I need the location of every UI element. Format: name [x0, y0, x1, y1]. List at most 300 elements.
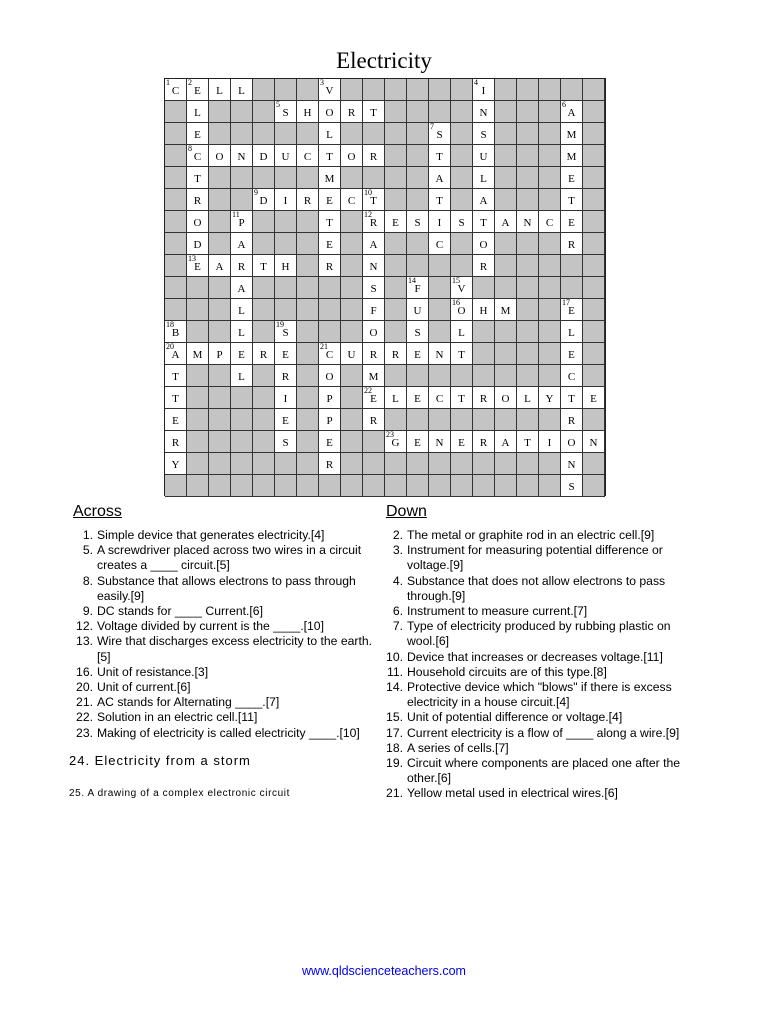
grid-cell[interactable] — [429, 211, 451, 233]
cell-letter: R — [479, 393, 488, 405]
grid-block — [451, 233, 473, 255]
grid-cell[interactable] — [363, 277, 385, 299]
grid-cell[interactable] — [473, 431, 495, 453]
clue-number: 17 — [562, 298, 570, 307]
grid-cell[interactable] — [473, 145, 495, 167]
grid-cell[interactable] — [561, 453, 583, 475]
grid-block — [297, 343, 319, 365]
grid-block — [165, 145, 187, 167]
grid-cell[interactable] — [561, 167, 583, 189]
grid-cell[interactable] — [363, 365, 385, 387]
grid-cell[interactable] — [187, 123, 209, 145]
grid-block — [297, 409, 319, 431]
grid-block — [341, 167, 363, 189]
clue-number-label: 13. — [76, 634, 93, 649]
grid-cell[interactable] — [451, 387, 473, 409]
grid-cell[interactable] — [473, 123, 495, 145]
grid-cell[interactable] — [363, 189, 385, 211]
grid-cell[interactable] — [187, 233, 209, 255]
grid-cell[interactable] — [363, 321, 385, 343]
grid-block — [363, 453, 385, 475]
grid-cell[interactable] — [407, 431, 429, 453]
grid-cell[interactable] — [231, 211, 253, 233]
grid-cell[interactable] — [319, 123, 341, 145]
cell-letter: H — [303, 107, 312, 119]
grid-cell[interactable] — [297, 189, 319, 211]
grid-cell[interactable] — [231, 145, 253, 167]
grid-cell[interactable] — [451, 343, 473, 365]
cell-letter: Y — [545, 393, 554, 405]
clue-text: DC stands for ____ Current.[6] — [97, 604, 263, 619]
grid-cell[interactable] — [319, 79, 341, 101]
grid-cell[interactable] — [473, 299, 495, 321]
grid-cell[interactable] — [231, 343, 253, 365]
cell-letter: T — [370, 195, 377, 207]
cell-letter: H — [479, 305, 488, 317]
grid-block — [341, 475, 363, 497]
grid-block — [385, 145, 407, 167]
grid-block — [583, 475, 605, 497]
grid-cell[interactable] — [583, 431, 605, 453]
grid-cell[interactable] — [297, 145, 319, 167]
grid-cell[interactable] — [187, 343, 209, 365]
grid-cell[interactable] — [165, 409, 187, 431]
grid-cell[interactable] — [473, 211, 495, 233]
grid-block — [275, 123, 297, 145]
grid-cell[interactable] — [561, 387, 583, 409]
grid-block — [209, 101, 231, 123]
grid-block — [297, 167, 319, 189]
cell-letter: T — [370, 107, 377, 119]
grid-cell[interactable] — [319, 233, 341, 255]
grid-cell[interactable] — [187, 211, 209, 233]
grid-cell[interactable] — [319, 387, 341, 409]
grid-block — [539, 255, 561, 277]
clue-item — [76, 680, 376, 695]
grid-block — [297, 431, 319, 453]
footer-link[interactable]: www.qldscienceteachers.com — [302, 964, 466, 978]
grid-block — [495, 277, 517, 299]
grid-cell[interactable] — [451, 321, 473, 343]
grid-cell[interactable] — [187, 255, 209, 277]
cell-letter: S — [436, 129, 443, 141]
grid-block — [429, 365, 451, 387]
cell-letter: P — [216, 349, 223, 361]
grid-block — [385, 277, 407, 299]
cell-letter: C — [545, 217, 554, 229]
grid-cell[interactable] — [275, 409, 297, 431]
clue-item — [386, 619, 686, 649]
grid-cell[interactable] — [517, 211, 539, 233]
grid-cell[interactable] — [539, 211, 561, 233]
cell-letter: F — [370, 305, 377, 317]
grid-cell[interactable] — [407, 299, 429, 321]
grid-block — [297, 299, 319, 321]
clue-item — [76, 695, 376, 710]
grid-cell[interactable] — [495, 299, 517, 321]
grid-block — [165, 101, 187, 123]
grid-cell[interactable] — [319, 101, 341, 123]
grid-cell[interactable] — [275, 365, 297, 387]
grid-block — [407, 189, 429, 211]
grid-cell[interactable] — [253, 255, 275, 277]
grid-cell[interactable] — [319, 409, 341, 431]
cell-letter: L — [458, 327, 465, 339]
grid-cell[interactable] — [517, 431, 539, 453]
grid-cell[interactable] — [231, 299, 253, 321]
grid-cell[interactable] — [341, 145, 363, 167]
cell-letter: R — [391, 349, 400, 361]
clue-text: Yellow metal used in electrical wires.[6] — [407, 786, 618, 801]
grid-cell[interactable] — [363, 233, 385, 255]
grid-cell[interactable] — [275, 343, 297, 365]
grid-cell[interactable] — [429, 145, 451, 167]
grid-cell[interactable] — [561, 299, 583, 321]
grid-block — [209, 365, 231, 387]
grid-block — [341, 277, 363, 299]
grid-cell[interactable] — [319, 365, 341, 387]
grid-cell[interactable] — [165, 79, 187, 101]
cell-letter: O — [457, 305, 466, 317]
cell-letter: T — [436, 151, 443, 163]
grid-cell[interactable] — [253, 343, 275, 365]
grid-block — [451, 255, 473, 277]
grid-cell[interactable] — [275, 101, 297, 123]
clue-number: 7 — [430, 122, 434, 131]
grid-block — [429, 277, 451, 299]
grid-block — [209, 277, 231, 299]
cell-letter: P — [326, 415, 333, 427]
cell-letter: M — [500, 305, 511, 317]
grid-cell[interactable] — [319, 431, 341, 453]
cell-letter: N — [479, 107, 488, 119]
grid-cell[interactable] — [561, 123, 583, 145]
cell-letter: P — [326, 393, 333, 405]
down-clue-list — [386, 528, 686, 802]
grid-cell[interactable] — [473, 79, 495, 101]
grid-cell[interactable] — [407, 321, 429, 343]
grid-block — [451, 123, 473, 145]
clue-number-label: 16. — [76, 664, 93, 679]
clue-item — [76, 543, 376, 573]
clue-item — [386, 756, 686, 786]
grid-cell[interactable] — [451, 211, 473, 233]
grid-cell[interactable] — [187, 101, 209, 123]
clue-number-label: 22. — [76, 710, 93, 725]
cell-letter: M — [566, 151, 577, 163]
grid-block — [209, 321, 231, 343]
grid-cell[interactable] — [385, 343, 407, 365]
grid-cell[interactable] — [231, 255, 253, 277]
grid-cell[interactable] — [165, 453, 187, 475]
grid-block — [209, 123, 231, 145]
grid-cell[interactable] — [231, 277, 253, 299]
grid-cell[interactable] — [209, 79, 231, 101]
clue-number: 2 — [188, 78, 192, 87]
grid-cell[interactable] — [561, 233, 583, 255]
grid-cell[interactable] — [429, 123, 451, 145]
cell-letter: A — [237, 239, 246, 251]
grid-block — [319, 277, 341, 299]
grid-cell[interactable] — [561, 189, 583, 211]
cell-letter: E — [568, 173, 575, 185]
grid-cell[interactable] — [539, 431, 561, 453]
cell-letter: R — [567, 239, 576, 251]
clue-number: 8 — [188, 144, 192, 153]
grid-cell[interactable] — [319, 189, 341, 211]
grid-cell[interactable] — [561, 343, 583, 365]
grid-block — [385, 321, 407, 343]
grid-cell[interactable] — [363, 387, 385, 409]
grid-cell[interactable] — [165, 343, 187, 365]
grid-cell[interactable] — [429, 233, 451, 255]
grid-block — [209, 167, 231, 189]
grid-cell[interactable] — [407, 211, 429, 233]
grid-cell[interactable] — [341, 343, 363, 365]
grid-cell[interactable] — [429, 189, 451, 211]
clue-text: Substance that allows electrons to pass through easily.[9] — [97, 573, 356, 603]
grid-cell[interactable] — [473, 233, 495, 255]
grid-cell[interactable] — [209, 255, 231, 277]
clue-number-label: 8. — [82, 573, 93, 588]
grid-block — [561, 79, 583, 101]
cell-letter: C — [435, 393, 444, 405]
grid-cell[interactable] — [275, 387, 297, 409]
grid-block — [473, 321, 495, 343]
grid-block — [253, 409, 275, 431]
grid-cell[interactable] — [319, 167, 341, 189]
clue-number-label: 18. — [386, 740, 403, 755]
clue-number-label: 5. — [82, 543, 93, 558]
clue-item — [386, 574, 686, 604]
grid-cell[interactable] — [363, 101, 385, 123]
grid-cell[interactable] — [231, 365, 253, 387]
grid-block — [429, 101, 451, 123]
cell-letter: R — [479, 437, 488, 449]
grid-block — [517, 453, 539, 475]
grid-cell[interactable] — [451, 431, 473, 453]
grid-block — [583, 211, 605, 233]
grid-block — [407, 101, 429, 123]
cell-letter: S — [458, 217, 465, 229]
grid-block — [517, 79, 539, 101]
grid-cell[interactable] — [319, 145, 341, 167]
grid-block — [407, 409, 429, 431]
grid-cell[interactable] — [363, 211, 385, 233]
grid-block — [517, 123, 539, 145]
grid-block — [407, 255, 429, 277]
grid-cell[interactable] — [451, 277, 473, 299]
clue-number-label: 12. — [76, 619, 93, 634]
cell-letter: E — [414, 437, 421, 449]
grid-cell[interactable] — [231, 79, 253, 101]
grid-cell[interactable] — [495, 431, 517, 453]
grid-block — [517, 277, 539, 299]
grid-block — [385, 453, 407, 475]
grid-block — [297, 233, 319, 255]
grid-cell[interactable] — [539, 387, 561, 409]
grid-block — [539, 409, 561, 431]
grid-cell[interactable] — [561, 211, 583, 233]
grid-cell[interactable] — [561, 409, 583, 431]
grid-cell[interactable] — [561, 365, 583, 387]
clue-number-label: 9. — [82, 604, 93, 619]
grid-block — [385, 233, 407, 255]
grid-cell[interactable] — [385, 431, 407, 453]
grid-cell[interactable] — [275, 431, 297, 453]
grid-cell[interactable] — [209, 145, 231, 167]
grid-cell[interactable] — [429, 343, 451, 365]
grid-cell[interactable] — [253, 189, 275, 211]
cell-letter: O — [325, 371, 334, 383]
grid-cell[interactable] — [253, 145, 275, 167]
grid-block — [583, 277, 605, 299]
grid-cell[interactable] — [165, 321, 187, 343]
cell-letter: E — [326, 239, 333, 251]
cell-letter: L — [238, 371, 245, 383]
grid-cell[interactable] — [429, 387, 451, 409]
grid-cell[interactable] — [275, 255, 297, 277]
grid-cell[interactable] — [363, 299, 385, 321]
cell-letter: R — [171, 437, 180, 449]
grid-block — [319, 475, 341, 497]
grid-cell[interactable] — [275, 145, 297, 167]
grid-block — [297, 387, 319, 409]
grid-cell[interactable] — [187, 167, 209, 189]
grid-cell[interactable] — [187, 145, 209, 167]
grid-cell[interactable] — [275, 189, 297, 211]
grid-block — [583, 145, 605, 167]
grid-cell[interactable] — [473, 189, 495, 211]
grid-cell[interactable] — [165, 365, 187, 387]
grid-block — [385, 475, 407, 497]
grid-cell[interactable] — [341, 189, 363, 211]
grid-cell[interactable] — [407, 277, 429, 299]
grid-cell[interactable] — [275, 321, 297, 343]
grid-cell[interactable] — [407, 343, 429, 365]
grid-cell[interactable] — [561, 101, 583, 123]
grid-cell[interactable] — [297, 101, 319, 123]
cell-letter: E — [326, 437, 333, 449]
clue-text: Protective device which "blows" if there is excess electricity in a house circuit.[4] — [407, 680, 672, 710]
grid-cell[interactable] — [473, 101, 495, 123]
grid-block — [451, 475, 473, 497]
grid-cell[interactable] — [429, 431, 451, 453]
grid-block — [451, 79, 473, 101]
grid-block — [451, 189, 473, 211]
cell-letter: A — [567, 107, 576, 119]
cell-letter: P — [238, 217, 245, 229]
grid-block — [407, 365, 429, 387]
grid-block — [495, 321, 517, 343]
grid-cell[interactable] — [187, 79, 209, 101]
cell-letter: R — [281, 371, 290, 383]
cell-letter: T — [480, 217, 487, 229]
grid-cell[interactable] — [231, 321, 253, 343]
grid-cell[interactable] — [429, 167, 451, 189]
grid-cell[interactable] — [319, 255, 341, 277]
cell-letter: S — [282, 327, 289, 339]
grid-cell[interactable] — [363, 255, 385, 277]
cell-letter: L — [392, 393, 399, 405]
grid-block — [517, 299, 539, 321]
grid-cell[interactable] — [319, 343, 341, 365]
grid-block — [341, 453, 363, 475]
cell-letter: L — [194, 107, 201, 119]
grid-cell[interactable] — [363, 343, 385, 365]
grid-cell[interactable] — [165, 431, 187, 453]
clue-number: 14 — [408, 276, 416, 285]
clue-number-label: 19. — [386, 756, 403, 771]
grid-cell[interactable] — [473, 167, 495, 189]
grid-cell[interactable] — [473, 255, 495, 277]
grid-block — [583, 189, 605, 211]
grid-cell[interactable] — [495, 387, 517, 409]
grid-block — [407, 233, 429, 255]
grid-block — [187, 365, 209, 387]
clue-number-label: 21. — [386, 786, 403, 801]
grid-block — [187, 321, 209, 343]
grid-cell[interactable] — [385, 387, 407, 409]
grid-cell[interactable] — [341, 101, 363, 123]
grid-cell[interactable] — [231, 233, 253, 255]
grid-cell[interactable] — [473, 387, 495, 409]
grid-cell[interactable] — [363, 409, 385, 431]
grid-cell[interactable] — [385, 211, 407, 233]
cell-letter: N — [435, 349, 444, 361]
grid-cell[interactable] — [561, 145, 583, 167]
cell-letter: A — [171, 349, 180, 361]
grid-block — [539, 453, 561, 475]
grid-block — [297, 255, 319, 277]
grid-cell[interactable] — [451, 299, 473, 321]
grid-cell[interactable] — [561, 321, 583, 343]
cell-letter: E — [194, 85, 201, 97]
grid-block — [363, 123, 385, 145]
grid-block — [429, 321, 451, 343]
grid-cell[interactable] — [319, 211, 341, 233]
grid-cell[interactable] — [517, 387, 539, 409]
grid-cell[interactable] — [561, 431, 583, 453]
cell-letter: E — [414, 349, 421, 361]
clue-text: Simple device that generates electricity.[4] — [97, 528, 325, 542]
grid-block — [429, 255, 451, 277]
grid-block — [297, 365, 319, 387]
cell-letter: G — [391, 437, 400, 449]
grid-cell[interactable] — [495, 211, 517, 233]
clue-text: The metal or graphite rod in an electric cell.[9] — [407, 528, 655, 542]
grid-cell[interactable] — [165, 387, 187, 409]
grid-cell[interactable] — [363, 145, 385, 167]
grid-block — [231, 189, 253, 211]
clue-number: 10 — [364, 188, 372, 197]
clue-number: 4 — [474, 78, 478, 87]
grid-cell[interactable] — [561, 475, 583, 497]
grid-block — [583, 409, 605, 431]
grid-cell[interactable] — [187, 189, 209, 211]
clue-number-label: 14. — [386, 680, 403, 695]
grid-cell[interactable] — [319, 453, 341, 475]
clue-number: 20 — [166, 342, 174, 351]
grid-cell[interactable] — [209, 343, 231, 365]
grid-cell[interactable] — [407, 387, 429, 409]
cell-letter: O — [215, 151, 224, 163]
grid-cell[interactable] — [583, 387, 605, 409]
grid-block — [341, 211, 363, 233]
across-clue-25: 25. A drawing of a complex electronic circuit — [69, 788, 290, 799]
across-clue-list — [76, 528, 376, 741]
clue-text: Device that increases or decreases voltage.[11] — [407, 649, 663, 664]
